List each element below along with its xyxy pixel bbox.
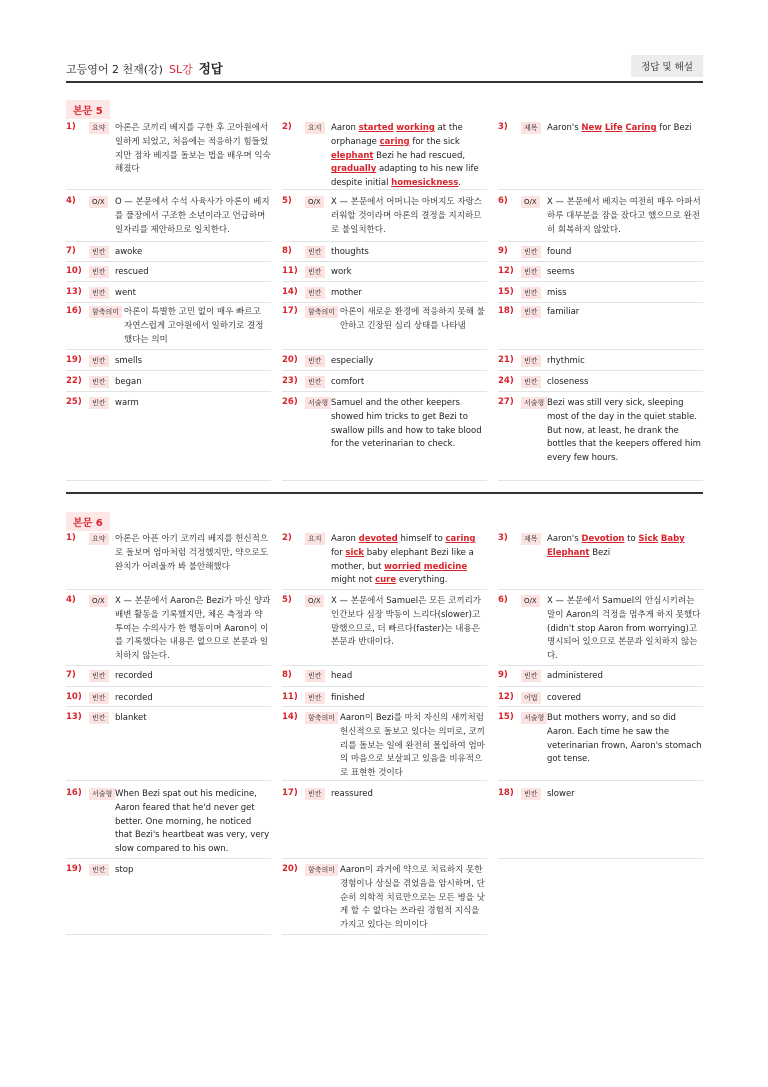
highlighted-keyword: cure (375, 575, 397, 586)
item-number: 2) (282, 533, 292, 543)
answer-label: 정답 (198, 61, 223, 76)
item-answer-text: familiar (547, 307, 580, 317)
item-type-tag: 서술형 (521, 712, 547, 724)
answer-item (282, 712, 487, 781)
highlighted-keyword: Sick (638, 534, 659, 544)
item-number: 5) (282, 196, 292, 206)
highlighted-keyword: New (581, 123, 603, 133)
item-number: 4) (66, 595, 76, 605)
item-answer-text: X — 본문에서 Samuel은 모든 코끼리가 인간보다 심장 박동이 느리다(slower)고 말했으므로, 더 빠르다(faster)는 내용은 본문과 반대이다. (331, 596, 482, 648)
item-type-tag: 빈칸 (89, 266, 109, 278)
answer-item (498, 788, 703, 859)
item-number: 24) (498, 376, 514, 386)
item-number: 16) (66, 788, 82, 798)
answer-item (498, 306, 703, 350)
item-number: 5) (282, 595, 292, 605)
item-type-tag: 빈칸 (305, 266, 325, 278)
item-answer-text: X — 본문에서 Aaron은 Bezi가 마신 양과 배변 활동을 기록했지만, 체온 측정과 약 투여는 수의사가 한 행동이며 Aaron이 이를 기록했다는 내용은 없으므로 본문과 일치하지 않는다. (115, 596, 271, 662)
answer-item (66, 692, 271, 707)
answer-item (498, 122, 703, 190)
item-answer-text: miss (547, 288, 567, 298)
item-answer-text: comfort (331, 377, 365, 387)
answer-item (66, 397, 271, 481)
item-type-tag: 서술형 (89, 788, 115, 800)
item-type-tag: 서술형 (521, 397, 547, 409)
item-type-tag: 함축의미 (305, 864, 338, 876)
item-type-tag: 빈칸 (521, 266, 541, 278)
item-number: 15) (498, 287, 514, 297)
item-number: 12) (498, 266, 514, 276)
item-type-tag: 빈칸 (89, 864, 109, 876)
answer-item (282, 376, 487, 392)
item-answer-text: But mothers worry, and so did Aaron. Each time he saw the veterinarian frown, Aaron's stomach got tense. (547, 713, 702, 765)
answer-item (282, 122, 487, 190)
section-label: 본문 6 (66, 512, 110, 531)
item-number: 13) (66, 287, 82, 297)
item-type-tag: 빈칸 (305, 376, 325, 388)
item-type-tag: 빈칸 (521, 670, 541, 682)
page-header (66, 54, 703, 80)
answer-explanation-badge: 정답 및 해설 (631, 55, 703, 77)
item-number: 8) (282, 670, 292, 680)
item-answer-text: seems (547, 267, 575, 277)
item-number: 9) (498, 670, 508, 680)
item-answer-text: warm (115, 398, 139, 408)
answer-item (498, 670, 703, 687)
highlighted-keyword: worried (384, 561, 422, 572)
item-number: 10) (66, 266, 82, 276)
highlighted-keyword: devoted (358, 534, 398, 544)
item-type-tag: 빈칸 (305, 692, 325, 704)
item-type-tag: 서술형 (305, 397, 331, 409)
item-type-tag: 빈칸 (305, 355, 325, 367)
section-label: 본문 5 (66, 100, 110, 119)
answer-item (282, 670, 487, 687)
item-number: 14) (282, 287, 298, 297)
item-type-tag: O/X (89, 196, 108, 208)
item-number: 11) (282, 266, 298, 276)
highlighted-keyword: elephant (331, 150, 374, 161)
item-type-tag: 요약 (89, 533, 109, 545)
highlighted-keyword: homesickness (391, 178, 459, 189)
item-type-tag: 함축의미 (89, 306, 122, 318)
item-answer-text: blanket (115, 713, 147, 723)
item-number: 3) (498, 122, 508, 132)
highlighted-keyword: medicine (423, 561, 468, 572)
item-answer-text: stop (115, 865, 134, 875)
item-type-tag: 빈칸 (89, 376, 109, 388)
item-answer-text: administered (547, 671, 603, 681)
answer-item (498, 246, 703, 262)
item-type-tag: 빈칸 (89, 246, 109, 258)
answer-item (66, 122, 271, 190)
lesson-label: SL강 (168, 63, 193, 76)
item-type-tag: 어법 (521, 692, 541, 704)
answer-item (498, 397, 703, 481)
item-type-tag: 빈칸 (89, 712, 109, 724)
item-answer-text: Aaron이 Bezi를 마치 자신의 새끼처럼 헌신적으로 돌보고 있다는 의미로, 코끼리를 돌보는 일에 완전히 몰입하여 엄마의 마음으로 보살피고 있음을 비유적으로 표현한 것이다 (340, 713, 485, 779)
item-answer-text: thoughts (331, 247, 369, 257)
answer-item (498, 287, 703, 303)
answer-item (282, 788, 487, 859)
item-number: 21) (498, 355, 514, 365)
item-number: 3) (498, 533, 508, 543)
highlighted-keyword: working (396, 123, 435, 133)
item-answer-text: finished (331, 693, 365, 703)
item-type-tag: 빈칸 (89, 670, 109, 682)
item-type-tag: 빈칸 (89, 692, 109, 704)
item-number: 6) (498, 196, 508, 206)
item-number: 4) (66, 196, 76, 206)
highlighted-keyword: Devotion (581, 534, 625, 544)
item-type-tag: 빈칸 (521, 788, 541, 800)
answer-item (66, 196, 271, 242)
highlighted-keyword: Life (604, 123, 623, 133)
item-number: 1) (66, 533, 76, 543)
item-number: 7) (66, 670, 76, 680)
answer-item (498, 533, 703, 590)
answer-item (282, 266, 487, 282)
item-number: 14) (282, 712, 298, 722)
item-type-tag: 빈칸 (89, 397, 109, 409)
item-number: 19) (66, 864, 82, 874)
item-number: 13) (66, 712, 82, 722)
item-answer-text: Bezi was still very sick, sleeping most of the day in the quiet stable. But now, at least, he drank the bottles that the keepers offered him every few hours. (547, 398, 701, 464)
highlighted-keyword: Caring (625, 123, 657, 133)
section-divider (66, 492, 703, 494)
item-answer-text: Aaron's Devotion to Sick Baby Elephant Bezi (547, 534, 685, 558)
highlighted-keyword: sick (345, 547, 365, 558)
item-answer-text: X — 본문에서 베지는 여전히 매우 아파서 하루 대부분을 잠을 잤다고 했으므로 완전히 회복하지 않았다. (547, 197, 701, 235)
item-number: 20) (282, 864, 298, 874)
item-answer-text: Aaron devoted himself to caring for sick baby elephant Bezi like a mother, but worried medicine might not cure everything. (331, 534, 476, 586)
highlighted-keyword: caring (379, 136, 410, 147)
item-answer-text: recorded (115, 671, 153, 681)
item-number: 12) (498, 692, 514, 702)
item-type-tag: 요지 (305, 122, 325, 134)
item-answer-text: covered (547, 693, 582, 703)
item-type-tag: 빈칸 (521, 287, 541, 299)
item-type-tag: 빈칸 (521, 306, 541, 318)
item-number: 27) (498, 397, 514, 407)
item-type-tag: 제목 (521, 533, 541, 545)
item-number: 8) (282, 246, 292, 256)
item-type-tag: 빈칸 (305, 788, 325, 800)
answer-item (282, 196, 487, 242)
item-answer-text: X — 본문에서 어머니는 아버지도 자랑스러워할 것이라며 아론의 결정을 지지하므로 불일치한다. (331, 197, 482, 235)
item-answer-text: smells (115, 356, 143, 366)
answer-item (282, 595, 487, 666)
answer-item (498, 376, 703, 392)
item-number: 25) (66, 397, 82, 407)
item-type-tag: 빈칸 (521, 246, 541, 258)
answer-item (66, 246, 271, 262)
item-type-tag: 빈칸 (89, 287, 109, 299)
item-answer-text: O — 본문에서 수석 사육사가 아론이 베지를 풀장에서 구조한 소년이라고 언급하며 일자리를 제안하므로 일치한다. (115, 197, 270, 235)
answer-item (66, 595, 271, 666)
item-answer-text: awoke (115, 247, 143, 257)
item-type-tag: O/X (89, 595, 108, 607)
item-number: 18) (498, 788, 514, 798)
item-type-tag: 제목 (521, 122, 541, 134)
highlighted-keyword: started (358, 123, 394, 133)
item-type-tag: 빈칸 (521, 376, 541, 388)
item-number: 20) (282, 355, 298, 365)
answer-item (282, 246, 487, 262)
item-answer-text: 아론이 특별한 고민 없이 매우 빠르고 자연스럽게 고아원에서 일하기로 결정했다는 의미 (124, 307, 264, 345)
item-number: 16) (66, 306, 82, 316)
item-type-tag: 빈칸 (305, 670, 325, 682)
item-number: 1) (66, 122, 76, 132)
item-type-tag: 빈칸 (521, 355, 541, 367)
answer-item (498, 712, 703, 781)
item-number: 10) (66, 692, 82, 702)
answer-item (66, 355, 271, 371)
item-answer-text: Aaron's New Life Caring for Bezi (547, 123, 692, 133)
answer-item (282, 287, 487, 303)
answer-item (282, 533, 487, 590)
answer-item (66, 306, 271, 350)
item-number: 7) (66, 246, 76, 256)
item-number: 19) (66, 355, 82, 365)
item-answer-text: slower (547, 789, 575, 799)
item-type-tag: O/X (305, 196, 324, 208)
item-answer-text: recorded (115, 693, 153, 703)
item-number: 23) (282, 376, 298, 386)
answer-item (282, 306, 487, 350)
highlighted-keyword: gradually (331, 164, 377, 175)
answer-item (66, 533, 271, 590)
item-answer-text: found (547, 247, 572, 257)
item-answer-text: 아론이 새로운 환경에 적응하지 못해 불안하고 긴장된 심리 상태를 나타냄 (340, 307, 485, 331)
item-answer-text: went (115, 288, 136, 298)
highlighted-keyword: caring (445, 534, 476, 544)
answer-item (282, 692, 487, 707)
highlighted-keyword: Elephant (547, 547, 590, 558)
item-answer-text: mother (331, 288, 362, 298)
item-number: 9) (498, 246, 508, 256)
item-type-tag: 빈칸 (89, 355, 109, 367)
item-answer-text: work (331, 267, 352, 277)
item-type-tag: 요약 (89, 122, 109, 134)
item-answer-text: 아론은 코끼리 베지를 구한 후 고아원에서 일하게 되었고, 처음에는 적응하기 힘들었지만 점차 베지를 돌보는 법을 배우며 익숙해졌다 (115, 123, 271, 175)
answer-item (282, 355, 487, 371)
answer-item (498, 692, 703, 707)
item-number: 11) (282, 692, 298, 702)
item-number: 22) (66, 376, 82, 386)
answer-item (66, 376, 271, 392)
item-answer-text: reassured (331, 789, 373, 799)
item-type-tag: O/X (521, 196, 540, 208)
answer-item (66, 266, 271, 282)
item-type-tag: O/X (305, 595, 324, 607)
item-type-tag: 요지 (305, 533, 325, 545)
item-number: 18) (498, 306, 514, 316)
item-answer-text: Samuel and the other keepers showed him tricks to get Bezi to swallow pills and how to take blood for the veterinarian to check. (331, 398, 482, 450)
item-answer-text: Aaron started working at the orphanage caring for the sick elephant Bezi he had rescued, gradually adapting to his new life despite initial homesickness. (331, 123, 479, 189)
item-number: 26) (282, 397, 298, 407)
item-type-tag: 함축의미 (305, 306, 338, 318)
answer-item (66, 287, 271, 303)
item-answer-text: closeness (547, 377, 589, 387)
item-type-tag: O/X (521, 595, 540, 607)
item-number: 17) (282, 788, 298, 798)
answer-item (498, 355, 703, 371)
answer-item (66, 864, 271, 935)
answer-item (66, 788, 271, 859)
item-type-tag: 빈칸 (305, 287, 325, 299)
highlighted-keyword: Baby (660, 534, 685, 544)
item-answer-text: When Bezi spat out his medicine, Aaron feared that he'd never get better. One morning, he noticed that Bezi's heartbeat was very, very slow compared to his own. (115, 789, 270, 855)
item-number: 17) (282, 306, 298, 316)
item-answer-text: rhythmic (547, 356, 585, 366)
answer-item (498, 196, 703, 242)
answer-item (282, 397, 487, 481)
item-number: 6) (498, 595, 508, 605)
course-title: 고등영어 2 천재(강) (66, 63, 163, 76)
item-answer-text: Aaron이 과거에 약으로 치료하지 못한 경험이나 상실을 겪었음을 암시하며, 단순히 의학적 치료만으로는 모든 병을 낫게 할 수 없다는 쓰라린 경험적 지식을 가지고 있다는 의미이다 (340, 865, 485, 931)
item-answer-text: 아론은 아픈 아기 코끼리 베지를 헌신적으로 돌보며 엄마처럼 걱정했지만, 약으로도 완치가 어려울까 봐 불안해했다 (115, 534, 269, 572)
item-number: 2) (282, 122, 292, 132)
item-answer-text: rescued (115, 267, 149, 277)
item-type-tag: 함축의미 (305, 712, 338, 724)
header-title-group (66, 59, 223, 77)
item-answer-text: head (331, 671, 353, 681)
item-answer-text: X — 본문에서 Samuel의 안심시키려는 말이 Aaron의 걱정을 멈추게 하지 못했다(didn't stop Aaron from worrying)고 명시되어 있으므로 본문과 일치하지 않는다. (547, 596, 701, 662)
item-answer-text: began (115, 377, 142, 387)
header-divider (66, 81, 703, 83)
answer-item (282, 864, 487, 935)
answer-item (66, 670, 271, 687)
item-type-tag: 빈칸 (305, 246, 325, 258)
answer-item (498, 595, 703, 666)
answer-item (498, 266, 703, 282)
item-answer-text: especially (331, 356, 374, 366)
answer-item (66, 712, 271, 781)
item-number: 15) (498, 712, 514, 722)
